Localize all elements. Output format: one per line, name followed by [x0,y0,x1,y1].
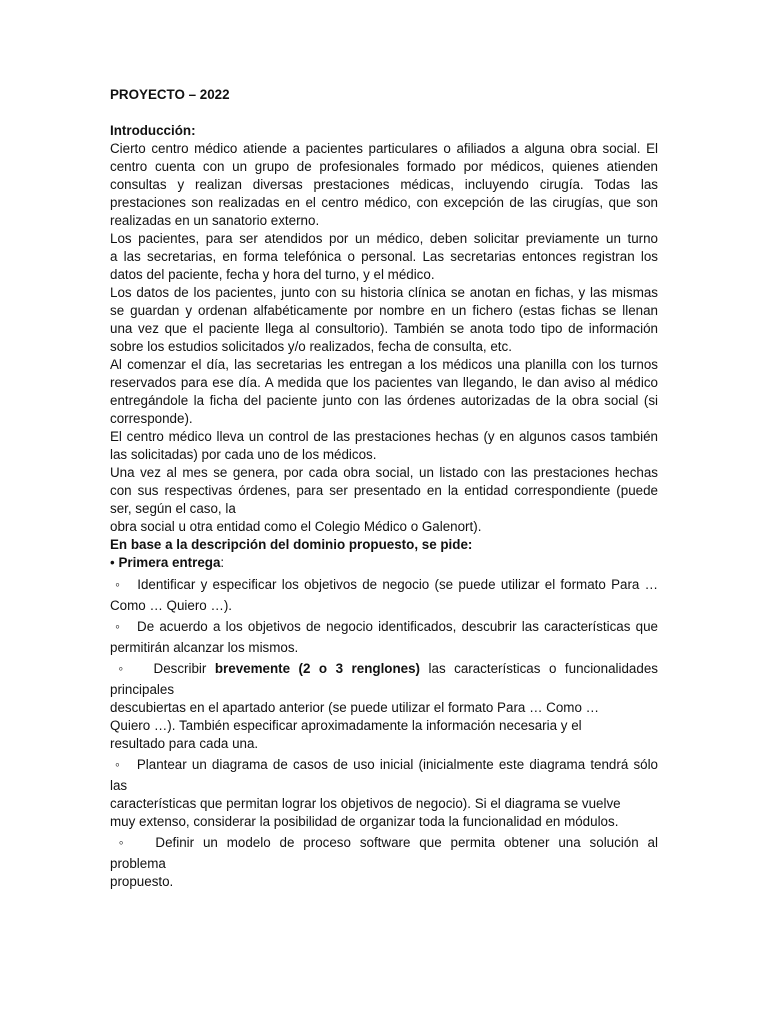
intro-paragraphs [110,140,658,536]
list-item-line [110,660,658,678]
list-item-line [110,576,658,594]
list-item-line: Como … Quiero …). [110,598,233,613]
intro-line: ser, según el caso, la [110,501,236,516]
intro-line: datos del paciente, fecha y hora del turno, y el médico. [110,267,435,282]
intro-line: con sus respectivas órdenes, para ser presentado en la entidad correspondiente (puede [110,483,658,498]
bullet-icon: • [110,555,115,570]
intro-line: sobre los estudios solicitados y/o realizados, fecha de consulta, etc. [110,339,512,354]
list-item-emphasis: brevemente (2 o 3 renglones) [214,661,421,676]
intro-line: obra social u otra entidad como el Colegio Médico o Galenort). [110,519,482,534]
intro-line: las solicitadas) por cada uno de los médicos. [110,447,377,462]
intro-line: consultas y realizan diversas prestaciones médicas, incluyendo cirugía. Todas las [110,177,658,192]
list-item-line: descubiertas en el apartado anterior (se puede utilizar el formato Para … Como … [110,700,600,715]
intro-line: prestaciones son realizadas en el centro médico, con excepción de las cirugías, que son [110,195,658,210]
list-item-line: permitirán alcanzar los mismos. [110,640,299,655]
list-item-text: las características o funcionalidades [428,661,658,676]
intro-line: Cierto centro médico atiende a pacientes particulares o afiliados a alguna obra social. El [110,141,658,156]
list-item-line [110,756,658,774]
intro-line: Una vez al mes se genera, por cada obra social, un listado con las prestaciones hechas [110,465,658,480]
intro-line: reservados para ese día. A medida que los pacientes van llegando, le dan aviso al médico [110,375,658,390]
intro-line: El centro médico lleva un control de las prestaciones hechas (y en algunos casos también [110,429,658,444]
list-item-text: Definir un modelo de proceso software que permita obtener una solución al [155,835,658,850]
list-item [110,756,658,831]
list-item [110,660,658,753]
intro-line: realizadas en un sanatorio externo. [110,213,320,228]
intro-line: corresponde). [110,411,193,426]
circle-bullet-icon: ◦ [115,577,122,592]
circle-bullet-icon: ◦ [118,661,129,676]
intro-heading: Introducción: [110,123,196,138]
list-item-line: propuesto. [110,874,174,889]
circle-bullet-icon: ◦ [115,619,122,634]
request-heading: En base a la descripción del dominio propuesto, se pide: [110,537,473,552]
list-item [110,618,658,657]
list-item [110,834,658,891]
list-item-line: las [110,778,128,793]
circle-bullet-icon: ◦ [115,757,122,772]
list-item-text: De acuerdo a los objetivos de negocio identificados, descubrir las características que [137,619,658,634]
list-item-line: muy extenso, considerar la posibilidad de organizar toda la funcionalidad en módulos. [110,814,619,829]
circle-bullet-icon: ◦ [118,835,129,850]
list-item-line: resultado para cada una. [110,736,259,751]
list-item [110,576,658,615]
spacer [110,104,658,122]
project-title: PROYECTO – 2022 [110,87,230,102]
intro-line: a las secretarias, en forma telefónica o personal. Las secretarias entonces registran los [110,249,658,264]
document-content [110,86,658,891]
intro-line: se guardan y ordenan alfabéticamente por nombre en un fichero (estas fichas se llenan [110,303,658,318]
intro-line: entregándole la ficha del paciente junto con las órdenes autorizadas de la obra social (si [110,393,658,408]
first-delivery-colon: : [220,555,225,570]
first-delivery-label: Primera entrega [118,555,221,570]
list-item-line [110,618,658,636]
intro-line: una vez que el paciente llega al consultorio). También se anota todo tipo de información [110,321,658,336]
intro-line: centro cuenta con un grupo de profesionales formado por médicos, quienes atienden [110,159,658,174]
list-item-line: características que permitan lograr los objetivos de negocio). Si el diagrama se vuelve [110,796,621,811]
list-item-text: Plantear un diagrama de casos de uso inicial (inicialmente este diagrama tendrá sólo [136,757,659,772]
list-item-line: principales [110,682,175,697]
list-item-line: Quiero …). También especificar aproximadamente la información necesaria y el [110,718,582,733]
intro-line: Los datos de los pacientes, junto con su historia clínica se anotan en fichas, y las mismas [110,285,658,300]
list-item-line: problema [110,856,166,871]
intro-line: Los pacientes, para ser atendidos por un médico, deben solicitar previamente un turno [110,231,658,246]
list-item-text: Describir [153,661,207,676]
first-delivery [110,554,658,572]
list-item-text: Identificar y especificar los objetivos de negocio (se puede utilizar el formato Para … [137,577,658,592]
list-item-line [110,834,658,852]
intro-line: Al comenzar el día, las secretarias les entregan a los médicos una planilla con los turnos [110,357,658,372]
